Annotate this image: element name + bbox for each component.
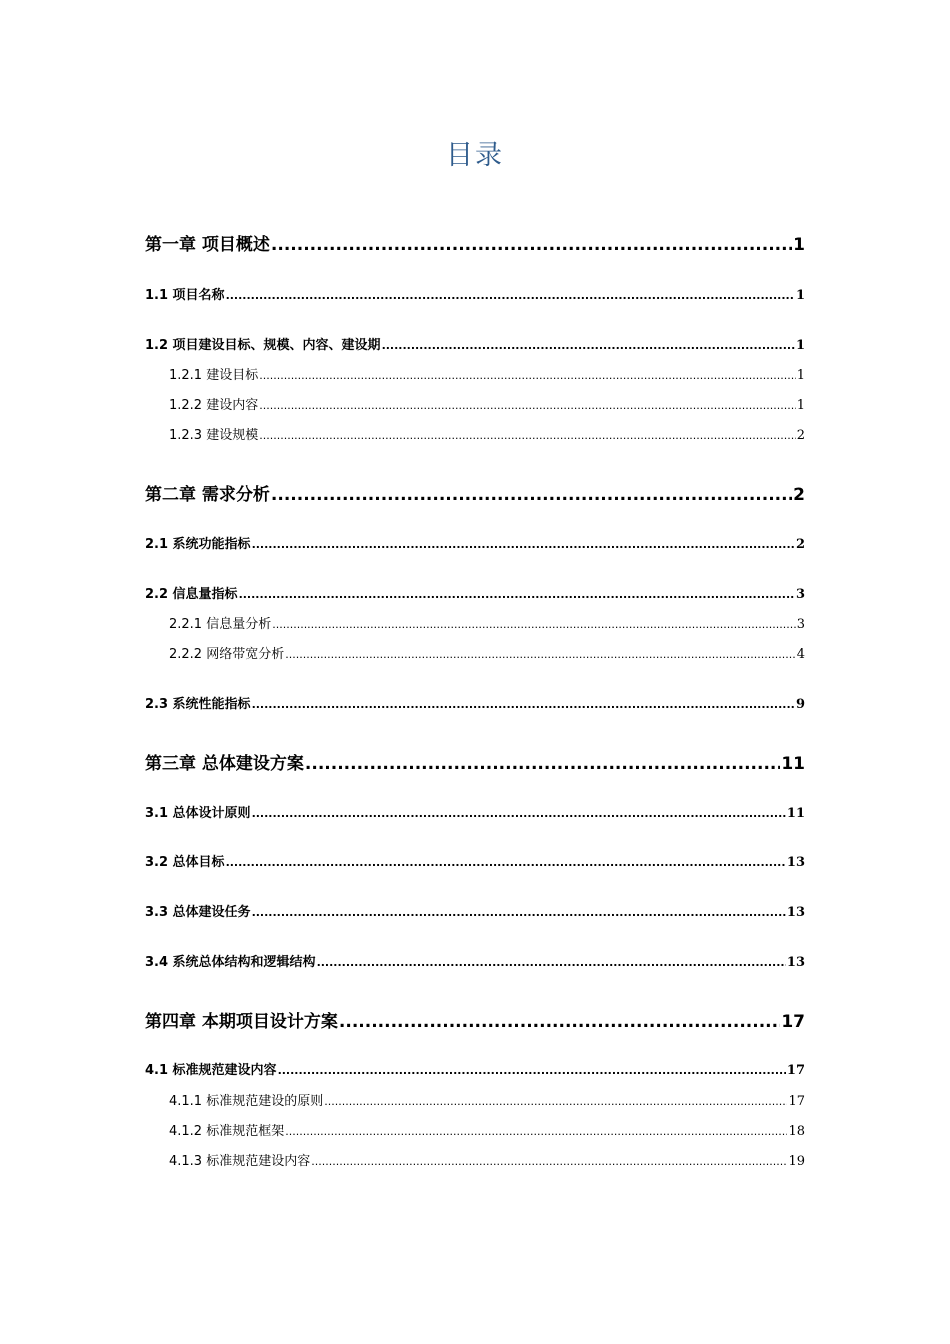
toc-page-number: 2: [793, 485, 805, 505]
toc-dot-leader: [259, 427, 796, 445]
toc-dot-leader: [285, 1123, 787, 1141]
toc-entry-2-2-2[interactable]: [169, 646, 805, 664]
toc-entry-chapter-1[interactable]: [145, 234, 805, 256]
toc-dot-leader: [285, 646, 796, 664]
toc-entry-label: 1.2.1 建设目标: [169, 368, 259, 383]
toc-page-number: 17: [788, 1094, 805, 1109]
toc-entry-label: 2.2 信息量指标: [145, 587, 238, 602]
toc-page-number: 2: [796, 428, 805, 443]
toc-entry-3-1[interactable]: [145, 805, 805, 823]
toc-dot-leader: [252, 696, 795, 714]
toc-page-number: 18: [788, 1124, 805, 1139]
toc-page-number: 11: [786, 806, 805, 821]
toc-entry-1-1[interactable]: [145, 287, 805, 305]
toc-entry-label: 2.2.2 网络带宽分析: [169, 647, 285, 662]
toc-entry-label: 第二章 需求分析: [145, 485, 270, 505]
toc-dot-leader: [305, 753, 780, 775]
toc-entry-4-1[interactable]: [145, 1062, 805, 1080]
toc-dot-leader: [226, 287, 795, 305]
toc-page-number: 4: [796, 647, 805, 662]
toc-entry-chapter-3[interactable]: [145, 753, 805, 775]
toc-dot-leader: [272, 616, 796, 634]
toc-entry-label: 4.1.1 标准规范建设的原则: [169, 1094, 324, 1109]
toc-dot-leader: [252, 904, 786, 922]
toc-entry-label: 2.2.1 信息量分析: [169, 617, 272, 632]
toc-dot-leader: [259, 397, 796, 415]
toc-entry-label: 第一章 项目概述: [145, 235, 270, 255]
toc-dot-leader: [339, 1011, 780, 1033]
toc-entry-label: 3.4 系统总体结构和逻辑结构: [145, 955, 316, 970]
toc-dot-leader: [382, 337, 795, 355]
toc-page-number: 3: [795, 587, 805, 602]
toc-page-number: 1: [795, 288, 805, 303]
toc-entry-3-2[interactable]: [145, 854, 805, 872]
toc-entry-label: 3.2 总体目标: [145, 855, 225, 870]
toc-page-number: 2: [795, 537, 805, 552]
toc-entry-1-2-1[interactable]: [169, 367, 805, 385]
toc-dot-leader: [324, 1093, 787, 1111]
toc-dot-leader: [271, 234, 792, 256]
toc-entry-label: 第四章 本期项目设计方案: [145, 1012, 338, 1032]
toc-entry-1-2-3[interactable]: [169, 427, 805, 445]
toc-page-number: 9: [795, 697, 805, 712]
toc-page-number: 13: [786, 905, 805, 920]
toc-entry-label: 1.2 项目建设目标、规模、内容、建设期: [145, 338, 381, 353]
toc-entry-4-1-3[interactable]: [169, 1153, 805, 1171]
toc-dot-leader: [311, 1153, 787, 1171]
toc-page-number: 19: [788, 1154, 805, 1169]
toc-entry-label: 4.1.3 标准规范建设内容: [169, 1154, 311, 1169]
toc-entry-label: 2.1 系统功能指标: [145, 537, 251, 552]
toc-entry-label: 4.1.2 标准规范框架: [169, 1124, 285, 1139]
toc-page-number: 17: [781, 1012, 805, 1032]
toc-entry-label: 1.1 项目名称: [145, 288, 225, 303]
toc-entry-1-2[interactable]: [145, 337, 805, 355]
toc-entry-label: 3.1 总体设计原则: [145, 806, 251, 821]
toc-dot-leader: [252, 536, 795, 554]
toc-dot-leader: [239, 586, 795, 604]
toc-entry-3-3[interactable]: [145, 904, 805, 922]
toc-entry-label: 3.3 总体建设任务: [145, 905, 251, 920]
toc-entry-3-4[interactable]: [145, 954, 805, 972]
toc-entry-2-2[interactable]: [145, 586, 805, 604]
toc-entry-2-3[interactable]: [145, 696, 805, 714]
toc-dot-leader: [252, 805, 786, 823]
toc-entry-label: 1.2.3 建设规模: [169, 428, 259, 443]
toc-dot-leader: [271, 484, 792, 506]
toc-entry-label: 2.3 系统性能指标: [145, 697, 251, 712]
toc-entry-chapter-4[interactable]: [145, 1011, 805, 1033]
toc-page-number: 17: [786, 1063, 805, 1078]
toc-page-number: 3: [796, 617, 805, 632]
toc-entry-2-1[interactable]: [145, 536, 805, 554]
toc-dot-leader: [226, 854, 786, 872]
toc-dot-leader: [278, 1062, 786, 1080]
toc-entry-4-1-2[interactable]: [169, 1123, 805, 1141]
toc-page-number: 1: [793, 235, 805, 255]
toc-entry-4-1-1[interactable]: [169, 1093, 805, 1111]
toc-page-number: 1: [796, 368, 805, 383]
toc-entry-label: 第三章 总体建设方案: [145, 754, 304, 774]
toc-page-number: 13: [786, 955, 805, 970]
toc-entry-label: 4.1 标准规范建设内容: [145, 1063, 277, 1078]
toc-dot-leader: [317, 954, 786, 972]
toc-entry-label: 1.2.2 建设内容: [169, 398, 259, 413]
toc-entry-2-2-1[interactable]: [169, 616, 805, 634]
toc-page-number: 1: [796, 398, 805, 413]
toc-page-number: 13: [786, 855, 805, 870]
toc-page-number: 1: [795, 338, 805, 353]
toc-title: 目录: [446, 140, 504, 171]
toc-entry-1-2-2[interactable]: [169, 397, 805, 415]
toc-dot-leader: [259, 367, 796, 385]
toc-entry-chapter-2[interactable]: [145, 484, 805, 506]
toc-page-number: 11: [781, 754, 805, 774]
